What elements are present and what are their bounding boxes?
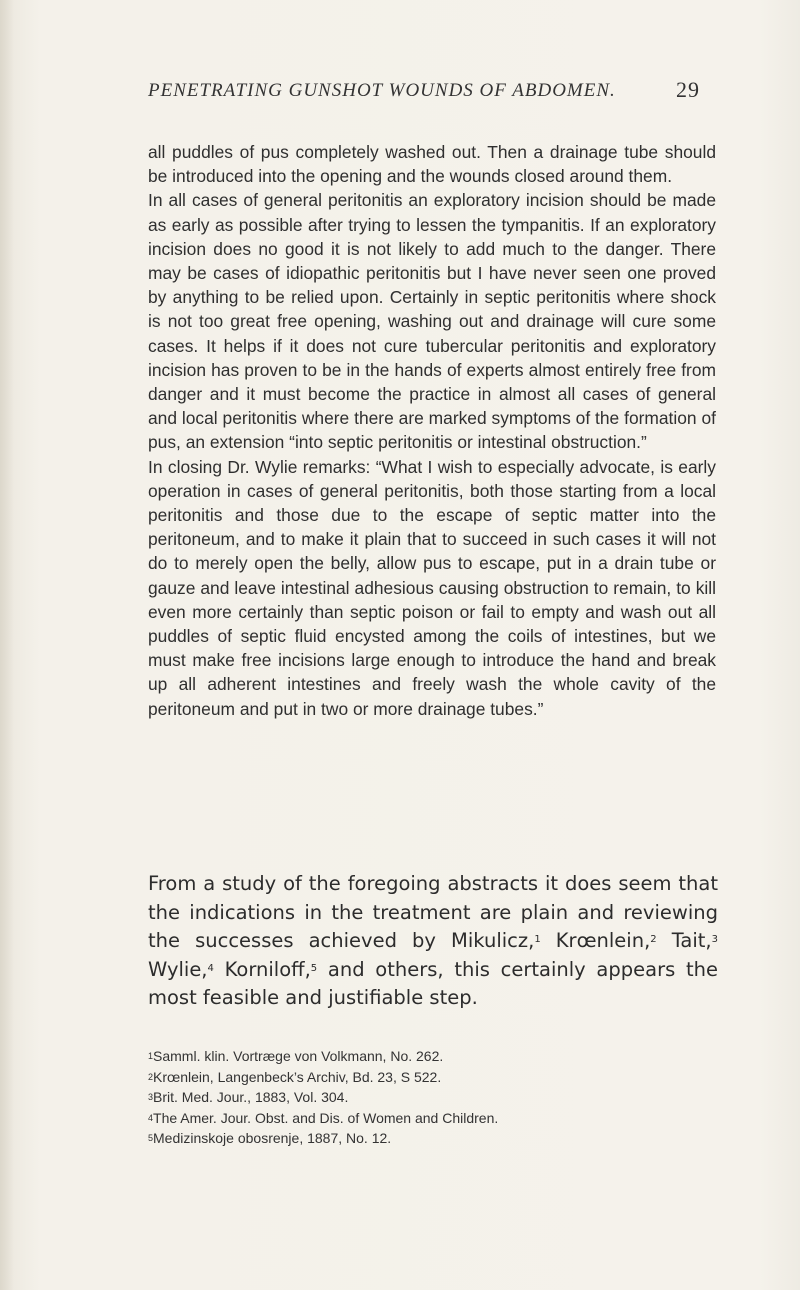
footnote-text: Medizinskoje obosrenje, 1887, No. 12. xyxy=(153,1130,392,1146)
summary-text-3: Tait, xyxy=(656,929,712,952)
summary-text-2: Krœnlein, xyxy=(540,929,651,952)
page-binding-shadow xyxy=(0,0,14,1290)
footnote-mark: 2 xyxy=(148,1071,154,1082)
footnote-ref-2: 2 xyxy=(650,934,657,945)
footnote-5 xyxy=(148,1128,718,1149)
body-text xyxy=(148,140,716,721)
page-number: 29 xyxy=(676,77,700,102)
footnote-mark: 5 xyxy=(148,1133,154,1143)
footnote-text: Samml. klin. Vortræge von Volkmann, No. 262. xyxy=(153,1048,444,1064)
paragraph-continuation: all puddles of pus completely washed out. Then a drainage tube should be introduced into the opening and the wounds closed around them. xyxy=(148,142,716,187)
footnote-mark: 4 xyxy=(148,1112,154,1123)
paragraph-peritonitis: In all cases of general peritonitis an exploratory incision should be made as early as possible after trying to lessen the tympanitis. If an exploratory incision does no good it is not likely to add much to the danger. There may be cases of idiopathic peritonitis but I have never seen one proved by anything to be relied upon. Certainly in septic peritonitis where shock is not too great free opening, washing out and drainage will cure some cases. It helps if it does not cure tubercular peritonitis and exploratory incision has proven to be in the hands of experts almost entirely free from danger and it must become the practice in almost all cases of general and local peritonitis where there are marked symptoms of the formation of pus, an extension “into septic peritonitis or intestinal obstruction.” xyxy=(148,190,716,453)
running-title: PENETRATING GUNSHOT WOUNDS OF ABDOMEN. xyxy=(148,80,616,101)
summary-text-5: Korniloff, xyxy=(213,957,311,981)
footnote-3 xyxy=(148,1087,718,1108)
footnote-mark: 3 xyxy=(148,1092,154,1102)
summary-paragraph xyxy=(148,870,718,1013)
footnote-text: Brit. Med. Jour., 1883, Vol. 304. xyxy=(153,1089,349,1105)
footnote-ref-4: 4 xyxy=(207,962,214,974)
footnote-mark: 1 xyxy=(148,1051,154,1061)
footnote-text: Krœnlein, Langenbeck’s Archiv, Bd. 23, S 522. xyxy=(153,1068,442,1085)
footnotes xyxy=(148,1046,718,1149)
footnote-text: The Amer. Jour. Obst. and Dis. of Women and Children. xyxy=(153,1109,499,1126)
footnote-1 xyxy=(148,1046,718,1067)
footnote-4 xyxy=(148,1108,718,1129)
running-header xyxy=(148,77,708,110)
footnote-ref-3: 3 xyxy=(711,934,719,945)
footnote-ref-1: 1 xyxy=(534,934,541,945)
summary-text-6: and others, this certainly appears the most feasible and justifiable step. xyxy=(148,957,718,1009)
footnote-2 xyxy=(148,1067,718,1088)
summary-text-4: Wylie, xyxy=(148,957,208,981)
summary-text-1: From a study of the foregoing abstracts it does seem that the indications in the treatment are plain and reviewing the successes achieved by Mikulicz, xyxy=(148,872,718,952)
paragraph-wylie-quote: In closing Dr. Wylie remarks: “What I wish to especially advocate, is early operation in cases of general peritonitis, both those starting from a local peritonitis and those due to the escape of septic matter into the peritoneum, and to make it plain that to succeed in such cases it will not do to merely open the belly, allow pus to escape, put in a drain tube or gauze and leave intestinal adhesious causing obstruction to remain, to kill even more certainly than septic poison or fail to empty and wash out all puddles of septic fluid encysted among the coils of intestines, but we must make free incisions large enough to introduce the hand and break up all adherent intestines and freely wash the whole cavity of the peritoneum and put in two or more drainage tubes.” xyxy=(148,456,716,719)
footnote-ref-5: 5 xyxy=(310,962,318,974)
